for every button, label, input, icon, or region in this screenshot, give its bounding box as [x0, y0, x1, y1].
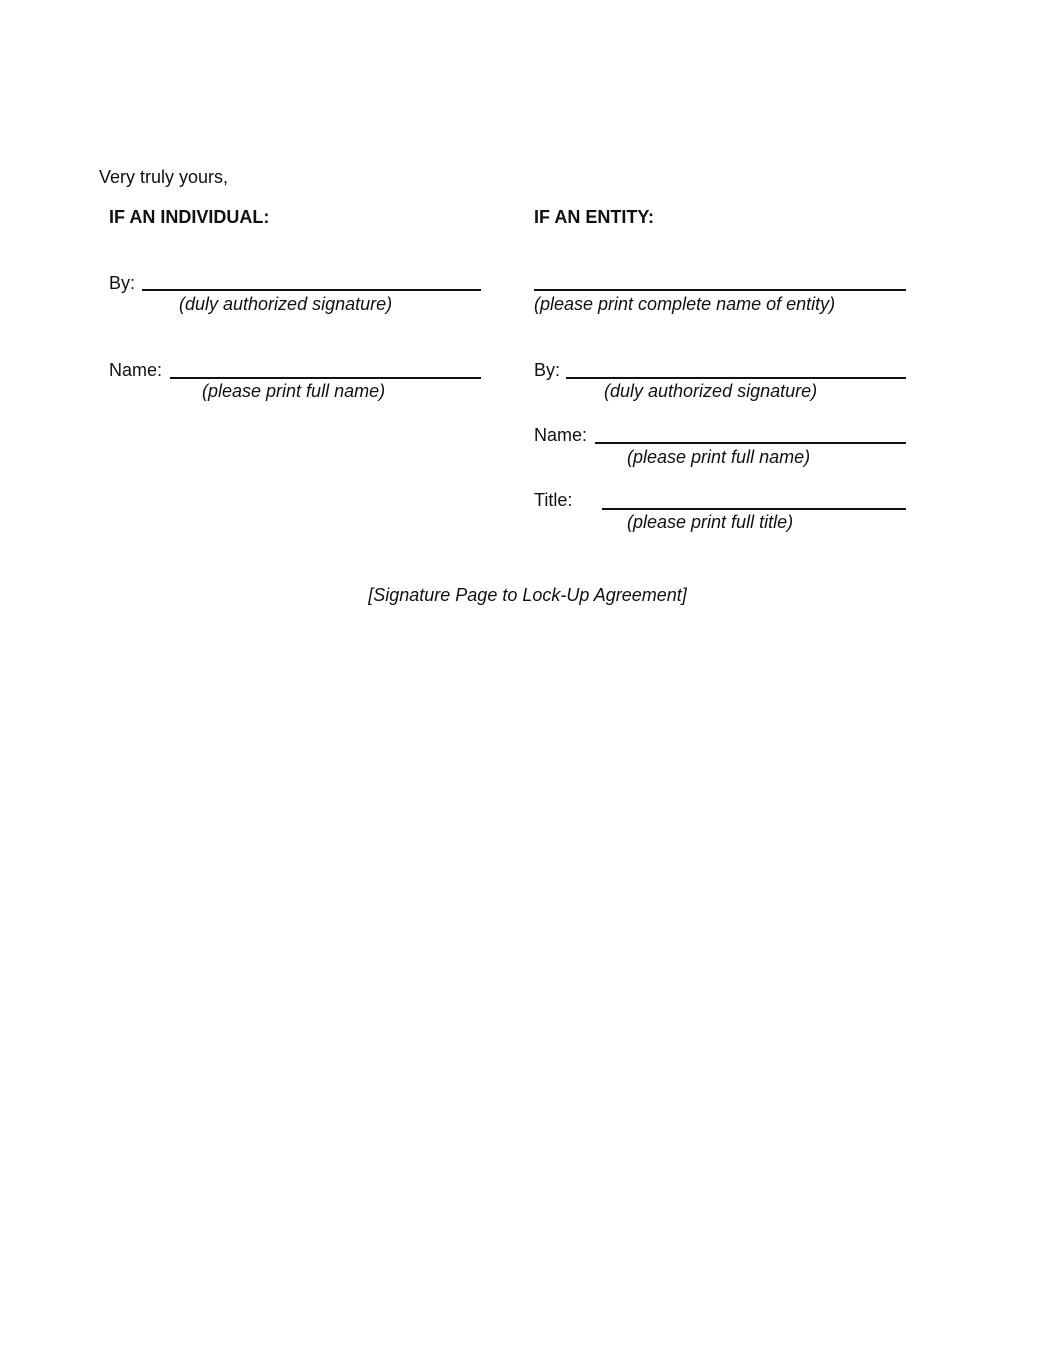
entity-signer-name-line	[595, 442, 906, 444]
entity-signer-name-label: Name:	[534, 425, 588, 445]
individual-signature-caption: (duly authorized signature)	[179, 294, 393, 314]
individual-signature-line	[142, 289, 481, 291]
entity-name-line	[534, 289, 906, 291]
entity-signer-name-caption: (please print full name)	[627, 447, 811, 467]
entity-by-label: By:	[534, 360, 561, 380]
entity-signature-caption: (duly authorized signature)	[604, 381, 818, 401]
individual-by-label: By:	[109, 273, 136, 293]
entity-signature-line	[566, 377, 906, 379]
entity-name-caption: (please print complete name of entity)	[534, 294, 836, 314]
individual-name-line	[170, 377, 481, 379]
individual-name-label: Name:	[109, 360, 163, 380]
entity-title-caption: (please print full title)	[627, 512, 794, 532]
closing-text: Very truly yours,	[99, 167, 229, 187]
entity-heading: IF AN ENTITY:	[534, 207, 654, 227]
individual-name-caption: (please print full name)	[202, 381, 386, 401]
individual-heading: IF AN INDIVIDUAL:	[109, 207, 270, 227]
entity-title-label: Title:	[534, 490, 573, 510]
entity-title-line	[602, 508, 906, 510]
signature-page-footer: [Signature Page to Lock-Up Agreement]	[368, 585, 687, 605]
